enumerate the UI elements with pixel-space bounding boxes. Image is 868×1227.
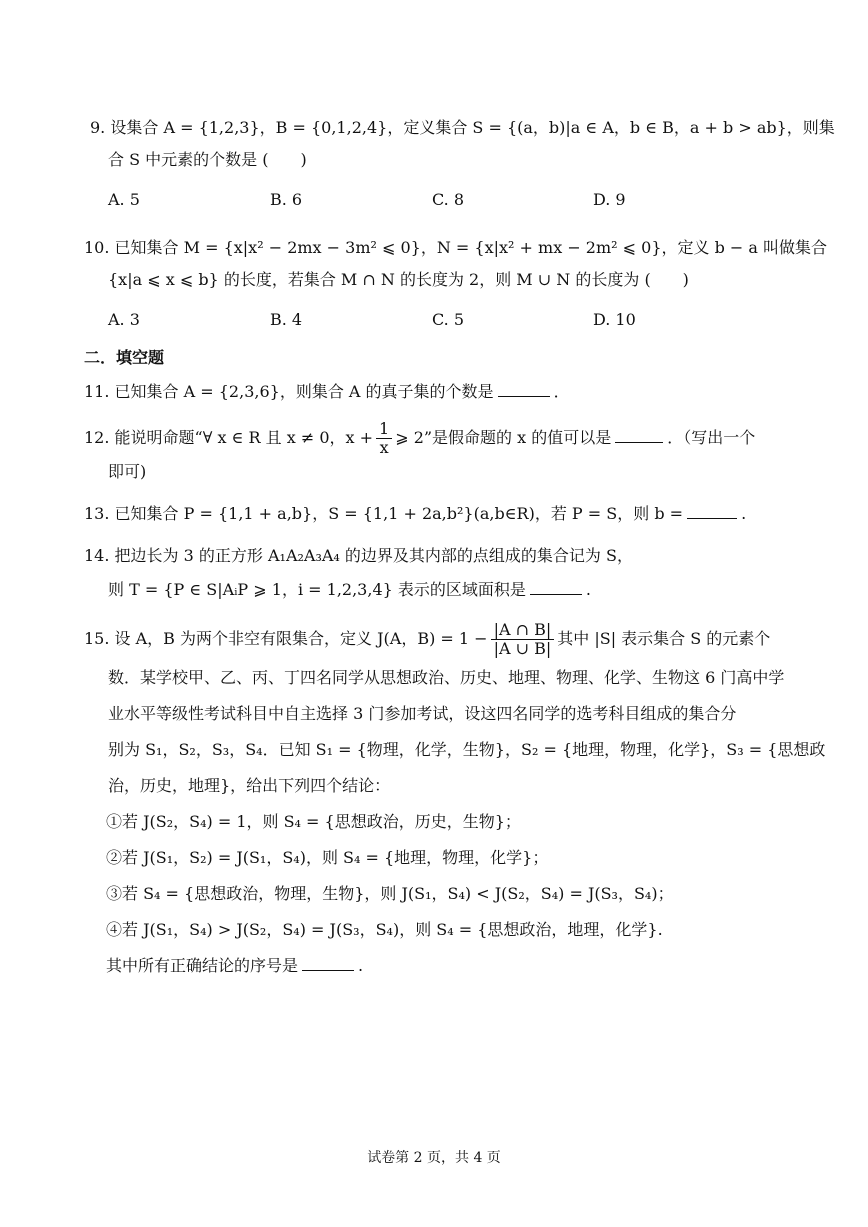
q9-option-d: D. 9 [593, 190, 626, 209]
q14-text-end: . [585, 580, 591, 599]
q12-frac-numerator: 1 [376, 420, 392, 439]
q15-question-end: . [358, 956, 364, 975]
q15-text: 15. 设 A，B 为两个非空有限集合，定义 J(A，B) = 1 − [84, 629, 488, 648]
q12-text: 12. 能说明命题“∀ x ∈ R 且 x ≠ 0，x + [84, 428, 374, 447]
q9-line2: 合 S 中元素的个数是 ( ) [108, 150, 307, 169]
q12-line1 [84, 418, 755, 458]
q9-option-b: B. 6 [270, 190, 303, 209]
q15-frac-numerator: |A ∩ B| [491, 621, 555, 640]
q13-answer-blank[interactable] [687, 517, 737, 519]
q10-option-c: C. 5 [432, 310, 465, 329]
q15-line1 [84, 614, 770, 664]
q15-frac-denominator: |A ∪ B| [493, 639, 552, 658]
q15-line4: 别为 S₁，S₂，S₃，S₄．已知 S₁ = {物理，化学，生物}，S₂ = {地理，物理，化学}，S₃ = {思想政 [108, 740, 826, 759]
q11-answer-blank[interactable] [498, 395, 550, 397]
q14-line2 [108, 578, 591, 602]
q15-conclusion-3: ③若 S₄ = {思想政治，物理，生物}，则 J(S₁，S₄) < J(S₂，S₄) = J(S₃，S₄)； [106, 884, 674, 903]
q11-text-end: ． [553, 382, 570, 401]
q15-conclusion-2: ②若 J(S₁，S₂) = J(S₁，S₄)，则 S₄ = {地理，物理，化学}； [106, 848, 549, 867]
q15-question-text: 其中所有正确结论的序号是 [106, 956, 299, 975]
q14-answer-blank[interactable] [530, 593, 582, 595]
q13-text-end: . [741, 504, 747, 523]
section-fill-blank-title: 二．填空题 [84, 348, 165, 367]
q9-options [108, 188, 668, 212]
q12-text-end: ．（写出一个 [667, 428, 756, 447]
q10-options [108, 308, 668, 332]
q12-frac-denominator: x [379, 438, 389, 457]
q11-text: 11. 已知集合 A = {2,3,6}，则集合 A 的真子集的个数是 [84, 382, 494, 401]
q12-fraction [376, 420, 392, 457]
q15-conclusion-1: ①若 J(S₂，S₄) = 1，则 S₄ = {思想政治，历史，生物}； [106, 812, 521, 831]
q9-line1: 9. 设集合 A = {1,2,3}，B = {0,1,2,4}，定义集合 S = {(a，b)|a ∈ A，b ∈ B，a + b > ab}，则集 [90, 118, 835, 137]
q15-answer-blank[interactable] [302, 969, 354, 971]
page-footer: 试卷第 2 页，共 4 页 [367, 1150, 501, 1166]
q9-option-c: C. 8 [432, 190, 465, 209]
q15-question [106, 954, 363, 978]
q10-option-b: B. 4 [270, 310, 303, 329]
q15-conclusion-4: ④若 J(S₁，S₄) > J(S₂，S₄) = J(S₃，S₄)，则 S₄ = {思想政治，地理，化学}. [106, 920, 663, 939]
q12-answer-blank[interactable] [615, 441, 663, 443]
q15-fraction [491, 621, 555, 658]
q14-line1: 14. 把边长为 3 的正方形 A₁A₂A₃A₄ 的边界及其内部的点组成的集合记为 S， [84, 546, 633, 565]
q10-option-d: D. 10 [593, 310, 636, 329]
q15-line3: 业水平等级性考试科目中自主选择 3 门参加考试，设这四名同学的选考科目组成的集合分 [108, 704, 737, 723]
q13-text: 13. 已知集合 P = {1,1 + a,b}，S = {1,1 + 2a,b²}(a,b∈R)，若 P = S，则 b = [84, 504, 684, 523]
q11 [84, 380, 570, 404]
q15-line5: 治，历史，地理}，给出下列四个结论： [108, 776, 391, 795]
q10-line2: {x|a ⩽ x ⩽ b} 的长度，若集合 M ∩ N 的长度为 2，则 M ∪ N 的长度为 ( ) [108, 270, 689, 289]
q13 [84, 502, 746, 526]
q12-line2: 即可) [108, 462, 147, 481]
q9-option-a: A. 5 [108, 190, 140, 209]
q12-text-mid: ⩾ 2”是假命题的 x 的值可以是 [395, 428, 612, 447]
q10-line1: 10. 已知集合 M = {x|x² − 2mx − 3m² ⩽ 0}，N = {x|x² + mx − 2m² ⩽ 0}，定义 b − a 叫做集合 [84, 238, 828, 257]
q15-line2: 数．某学校甲、乙、丙、丁四名同学从思想政治、历史、地理、物理、化学、生物这 6 门高中学 [108, 668, 785, 687]
q10-option-a: A. 3 [108, 310, 140, 329]
q15-text-after: 其中 |S| 表示集合 S 的元素个 [557, 629, 771, 648]
q14-text: 则 T = {P ∈ S|AᵢP ⩾ 1，i = 1,2,3,4} 表示的区域面积是 [108, 580, 526, 599]
